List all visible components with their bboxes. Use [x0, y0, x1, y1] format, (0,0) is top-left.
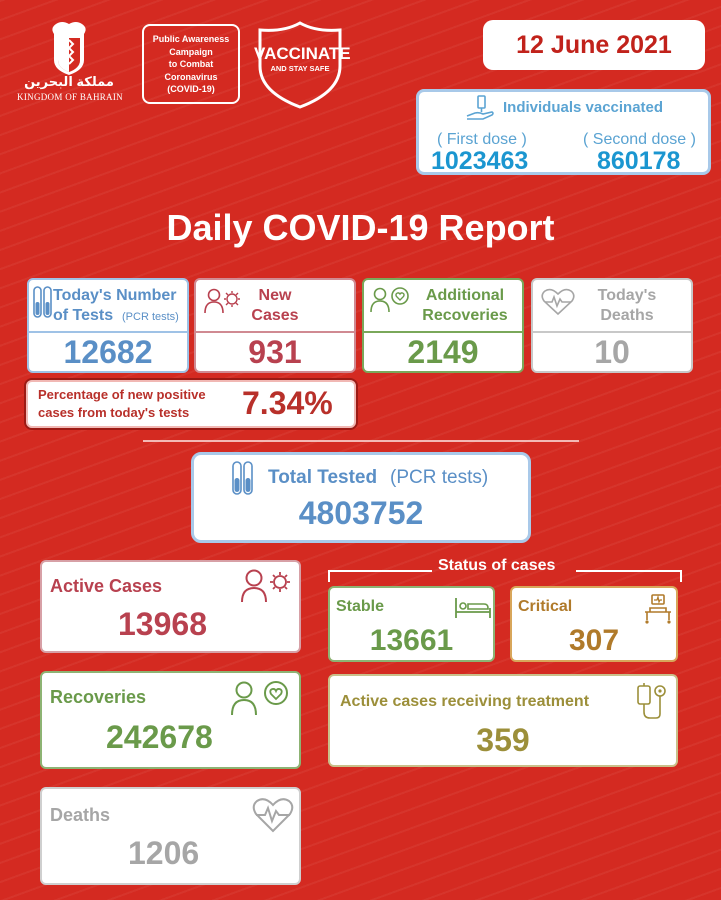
card-header: [364, 280, 522, 331]
deaths-card: [40, 787, 301, 885]
deaths-value: 1206: [128, 835, 200, 871]
today-deaths-value: 10: [594, 334, 630, 370]
report-date: 12 June 2021: [483, 20, 705, 70]
test-tubes-icon: [33, 286, 53, 325]
critical-card: [510, 586, 678, 662]
total-tested-panel: [191, 452, 531, 543]
kingdom-name-arabic: مملكة البحرين: [24, 74, 114, 89]
positivity-panel: [24, 378, 358, 430]
bahrain-emblem-icon: [46, 20, 92, 76]
active-cases-card: [40, 560, 301, 653]
vaccination-panel: [416, 89, 711, 175]
iv-drip-icon: [634, 682, 668, 725]
second-dose-label: ( Second dose ): [583, 131, 696, 148]
person-virus-icon: [240, 568, 292, 609]
recoveries-label-line2: Recoveries: [422, 307, 508, 324]
total-tested-note: (PCR tests): [390, 467, 489, 488]
bed-icon: [454, 596, 492, 625]
additional-recoveries-value: 2149: [407, 334, 479, 370]
stable-card: [328, 586, 495, 662]
kingdom-name-english: KINGDOM OF BAHRAIN: [17, 92, 123, 102]
vaccinate-subtitle: AND STAY SAFE: [270, 64, 330, 73]
critical-value: 307: [568, 624, 620, 657]
second-dose-value: 860178: [597, 147, 681, 175]
campaign-line: Public Awareness: [152, 34, 230, 44]
new-cases-label-line2: Cases: [251, 307, 299, 324]
card-header: [196, 280, 354, 331]
card-header: [29, 280, 187, 331]
vaccinated-title: Individuals vaccinated: [503, 99, 664, 116]
vaccinate-shield-badge: [254, 20, 351, 110]
tests-note: (PCR tests): [122, 311, 179, 323]
card-divider: [533, 331, 691, 333]
campaign-badge: [142, 24, 240, 104]
deaths-label-line1: Today's: [597, 287, 657, 304]
card-divider: [364, 331, 522, 333]
treatment-card: [328, 674, 678, 767]
stable-label: Stable: [336, 598, 385, 615]
new-cases-label-line1: New: [258, 287, 292, 304]
heartbeat-icon: [252, 797, 294, 838]
status-bracket-left: [328, 570, 432, 582]
first-dose-label: ( First dose ): [437, 131, 527, 148]
treatment-label: Active cases receiving treatment: [340, 693, 590, 710]
stable-value: 13661: [369, 624, 454, 657]
new-cases-card: [194, 278, 356, 373]
campaign-line: Campaign: [169, 46, 213, 57]
new-cases-value: 931: [248, 334, 302, 370]
card-divider: [29, 331, 187, 333]
critical-label: Critical: [518, 598, 573, 615]
campaign-line: Coronavirus: [164, 71, 218, 82]
campaign-line: (COVID-19): [167, 84, 215, 94]
status-bracket-right: [576, 570, 682, 582]
person-heart-icon: [230, 679, 292, 722]
status-title: Status of cases: [438, 557, 556, 574]
positivity-value: 7.34%: [242, 385, 333, 421]
vaccine-hand-icon: [465, 95, 495, 126]
first-dose-value: 1023463: [431, 147, 529, 175]
active-cases-value: 13968: [118, 606, 207, 642]
recoveries-value: 242678: [106, 719, 213, 755]
today-tests-value: 12682: [63, 334, 153, 370]
campaign-line: to Combat: [168, 59, 214, 69]
vaccinate-title: VACCINATE: [254, 44, 351, 63]
treatment-value: 359: [476, 722, 530, 758]
person-heart-icon: [370, 286, 410, 319]
deaths-label: Deaths: [50, 805, 111, 825]
today-tests-card: [27, 278, 189, 373]
card-header: [533, 280, 691, 331]
recoveries-label-line1: Additional: [425, 287, 505, 304]
positivity-label-line2: cases from today's tests: [38, 405, 190, 420]
page-title: Daily COVID-19 Report: [166, 207, 555, 248]
recoveries-card: [40, 671, 301, 769]
active-cases-label: Active Cases: [50, 576, 163, 596]
card-divider: [196, 331, 354, 333]
section-divider: [143, 440, 579, 442]
total-tested-value: 4803752: [298, 495, 424, 531]
positivity-label-line1: Percentage of new positive: [38, 387, 206, 402]
tests-label-line2: of Tests: [53, 307, 114, 324]
additional-recoveries-card: [362, 278, 524, 373]
tests-label-line1: Today's Number: [53, 287, 177, 304]
total-tested-label: Total Tested: [268, 467, 378, 488]
deaths-label-line2: Deaths: [600, 307, 654, 324]
today-deaths-card: [531, 278, 693, 373]
recoveries-label: Recoveries: [50, 687, 147, 707]
